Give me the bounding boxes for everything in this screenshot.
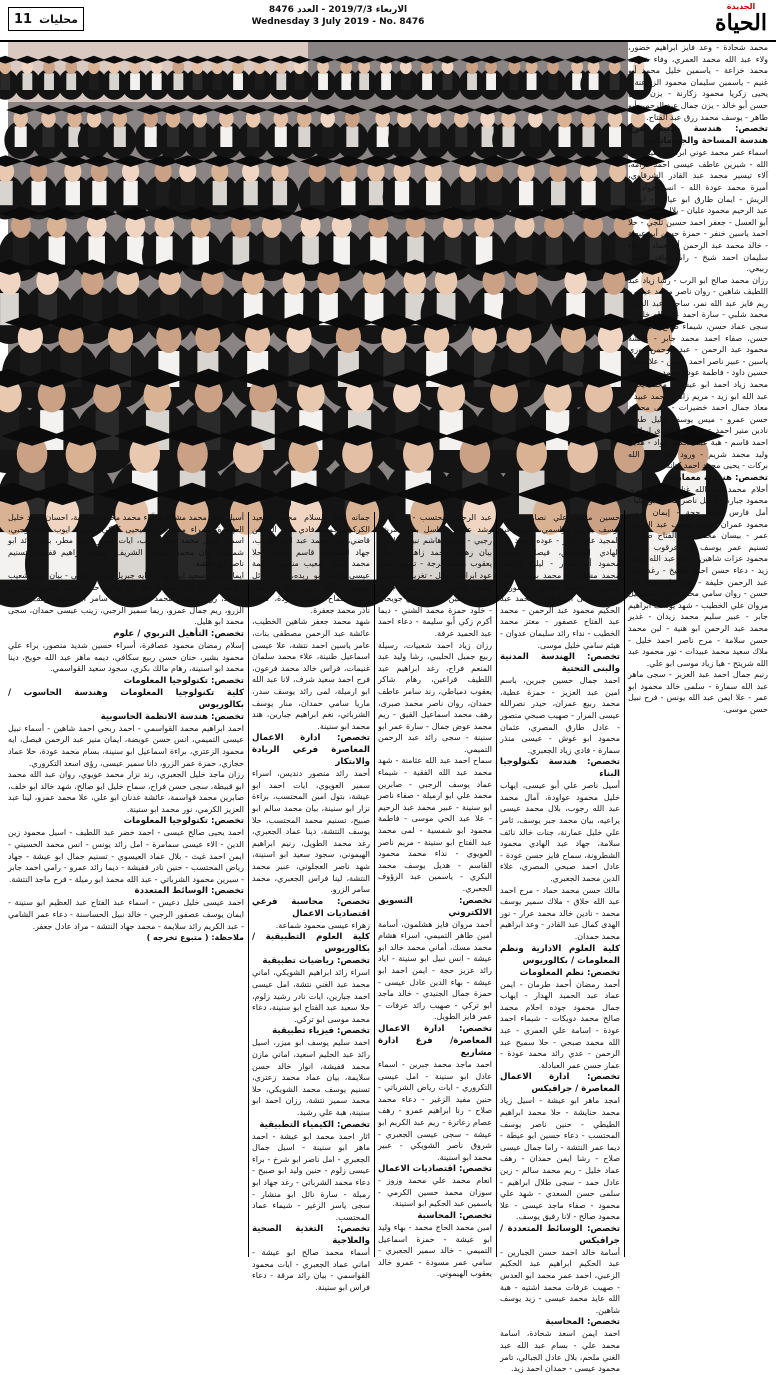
col2-heading: تخصص: نظم المعلومات xyxy=(519,967,620,978)
col4-paragraph: أسماء محمد صالح ابو عيشة - اماني عماد الجعبري - ايات محمود القواسمي - بيان رائد مرقة - دعاء فراس ابو سنينة. xyxy=(252,1248,370,1293)
col2-paragraph: مالك حسن محمد حماد - مرح احمد عبد الله حلاق - ملاك سمير يوسف محمد - نادين خالد محمد عرار - نور الهدى كمال عبد القادر - وعد ابراهيم محمد حمدان. xyxy=(500,885,620,941)
col1-paragraph: محمد شحادة - وعد فايز ابراهيم خضور، ولاء عبد الله محمد العمري، وفاء شريف محمد خزاعة - ياسمين خليل محمد أبو غنيم - ياسمين سليمان محمود الزراعنة - يحيى زكريا محمود زكارنة - يزن عادل حسن أبو خالد - يزن جمال عبد الرحمن أبو طاهر - يوسف محمد رزق عبد الفتاح. xyxy=(628,43,768,122)
col5-paragraph: ايمان ناصر سعيد ابو الهيجا - ايه جبريل محمد اقنيبي - بيان جهاد شعيب سلايمة - بيان ديب محمود طه ابو صالح، حنين خليل حسن اسماعيل مجاهد، رزان حسين محمد الالهيه، رغد سامر ابو سنينة، رهف فراس الزرو، ريم جمال عمرو، ريما سمير الرجبي، زينب عيسى حمدان، سجى محمد ابو هليل. xyxy=(8,570,244,627)
col3-heading: تخصص: ادارة الاعمال المعاصرة/ فرع ادارة مشاريع xyxy=(378,1023,492,1058)
col4-paragraph: شهد محمد جعفر شاهين الخطيب، عائشة عبد الرحمن مصطفى بنات، عامر ياسين احمد نتشة، علا عيسى اسماعيل طنينة، علاء محمد سلمان غنيمات، فراس خالد محمد فرعون، فرح احمد سعيد شرف، لانا عبد الله ابو ارميلة، لمى رائد يوسف سدر، ماريا سامي حمدان، منار يوسف الشرباتي، نغم ابراهيم جبارين، هند محمد ابو سنينة. xyxy=(252,617,370,731)
col1-heading: تخصص: هندسة مدنية فرع هندسة المساحة والجيوماتكس xyxy=(628,124,768,147)
col5-paragraph: رزان ماجد خليل الجعبري، رند نزار محمد عويوي، روان عبد الله محمد ابو قبيطة، سجى حسن فراح، سماح خليل ابو صالح، شهد خالد ابو خلف، صابرين محمد قواسمة، عائشة عدنان ابو علي، علا محمد عمرو، لينا عبد العزيز الكرمي، نور محمد ابو سنينة. xyxy=(8,770,244,814)
col5-heading: تخصص: الوسائط المتعددة xyxy=(134,886,244,897)
column-2 xyxy=(500,512,620,1374)
dateline-english: Wednesday 3 July 2019 - No. 8476 xyxy=(251,17,425,27)
column-5 xyxy=(8,512,244,1257)
col1-paragraph: اسماء عمر محمد عوني ابراهيم خليل عطا الله - شيرين عاطف عيسى احمد كرامه، آلاء تيسير محمد عبد القادر الشرقاوي، أميرة محمد عودة الله - انس جواد أبو الريش - ايمان طارق ابو عياش - ايهاب عبد الرحيم محمود عليان - بلال محمد خالد أبو العسل - جعفر احمد حسين ثلجي - حلا احمد ياسين خنفر - حمزة حسن أبو عيطة - خالد محمد عبد الرحمن أبو حماد - دعاء سليمان احمد شيخ - رامي نافذ حسين ربيعي. xyxy=(628,148,768,274)
col4-heading: تخصص: ادارة الاعمال المعاصرة فرعي الريادة والابتكار xyxy=(252,733,370,768)
col2-paragraph: أحمد رمضان أحمد طرمان - ايمن عماد عبد الحميد الهدار - ايهاب جمال محمود جوده احلام محمد صالح محمد دويكات - شيماء احمد عودة - اسامة علي العمري - عبد الله محمد صبحي - حلا سميح عبد الرحمن - عدي رائد محمد عودة - عمار حسن عمر العبادلة. xyxy=(500,979,620,1070)
col3-paragraph: انعام محمد علي محمد وزوز - سوزان محمد حسين الكرمي - ياسمين عبد الحكيم ابو اسنينة. xyxy=(378,1176,492,1209)
col2-heading: تخصص: الهندسة المدنية والبنى التحتية xyxy=(500,652,620,675)
col4-heading: تخصص: التغذية الصحية والعلاجية xyxy=(252,1224,370,1247)
col4-paragraph: زهراء عيسى محمود شماعة. xyxy=(275,920,370,930)
col5-heading: تخصص: هندسة الانظمة الحاسوبية xyxy=(100,711,244,722)
col1-paragraph: رزان محمد صالح ابو الرب - رشا زياد عبد اللطيف شاهين - روان ناصر محمد عيسى، ريم فايز عبد الله نمر، ساجدة عبد الناصر محمد شلبي - سارة احمد عبد الله خليل - سجى عماد حسن، شيماء صالح محمد ابو حسن، صفاء احمد محمد جابر - عائشة محمود عبد الرحمن - عبد الرحمن فوزي ياسين - عبير ناصر احمد ياسين - علا محمد حسين داود - فاطمة عودة محمد جبارين. xyxy=(628,275,768,378)
col2-heading: تخصص: الوسائط المتعددة / جرافيكس xyxy=(500,1223,620,1246)
col2-paragraph: احمد ايمن اسعد شحادة، اسامة محمد علي - بسام عبد الله عبد الغني ملحم، بلال عادل الجبالي، تامر محمود عيسى - حمدان احمد زيد. xyxy=(500,1329,620,1374)
dateline-arabic: الاربعاء 2019/7/3 - العدد 8476 xyxy=(268,5,408,15)
col5-paragraph: احمد عيسى خليل دعيس - اسماء عبد الفتاح عبد العظيم ابو سنينة - ايمان يوسف عصفور الرجبي - خالد نبيل الحساسنة - دعاء عمر الشامي - عبد الكريم رائد سلايمة - محمد جهاد النتشة - مراد عادل جعفر. xyxy=(8,898,244,931)
col4-paragraph: جمانه عبد السلام محمد اسعيد الكركي، جمانه فادي عبد الرحمن قاضي، جنه محمد عبد الله الغريب، جهاد اسماعيل قاسم بخاري، حلا محمد شاكر شعيب منصور، رحمة عيسى احمد ابو ريده، رزان نائل عيسى عرقة، رنين ايهاب رشاد زغير، سماح رشيد عواودة، ميس نادر محمد جعفرة. xyxy=(252,513,370,615)
dateline xyxy=(88,4,588,28)
column-divider xyxy=(624,510,625,1257)
col5-paragraph: احمد ابراهيم محمد القواسمي - احمد ربحي احمد شاهين - أسماء نبيل عيسى التميمي، انس حسن عويضة، ايمان منير عبد الرحمن فيصل، ايه محمود الزعتري، براءة اسماعيل ابو سنينة، بسام محمد عودة، حلا عماد حجازي، حمزة عمر الزرو، دانا سمير عيسى، رؤى اسعد التكروري. xyxy=(8,723,244,768)
masthead-logo: الحياة xyxy=(715,10,767,36)
col2-paragraph: حسين محمد علي نصار - عمر يوسف يونس فواسمي، عمرو عبد المجيد عامر جابر - عوده محمد عبد الهادي المحاريق، فيصل شحادة محمود أبو شرار - ليلى ابراهيم محمد مشاعلة - محمد بدر سليمان جبارين - محمد عاشور عاشور - محمد عيسى ابو صلاح - محمد عبد الحكيم محمود عبد الرحمن - محمد عبد الفتاح عصفور - معتز محمد الخطيب - نداء رائد سليمان عدوان - هيثم سامي خليل موسى. xyxy=(500,513,620,650)
col4-paragraph: أحمد رائد منصور دنديس، اسراء سمير العويوي، ايات احمد ابو عيشة، بتول امين المحتسب، براءة نزار ابو سنينة، بيان محمد سالم ابو صبيح، تسنيم محمد المحتسب، حلا يوسف النتشة، دينا عماد الجعبري، رغد محمد الطويل، رنيم ابراهيم الهيموني، سجود سعيد ابو اسنينة، شهد ناصر العجلوني، عبير محمد النتشة، لينا فراس الجعبري، محمد سامر الزرو. xyxy=(252,769,370,895)
col2-paragraph: احمد جمال حسين جبرين، باسم امين عبد العزيز - حمزة عطية، محمد ربيع عمران، حيدر نصرالله عيسى المرار - صهيب صبحي منصور - عادل طارق المصري، عثمان محمود ابو غوش - عيسى منذر سمارة - فادي زياد الجعبري. xyxy=(500,676,620,755)
col5-heading: تخصص: التأهيل التربوي / علوم xyxy=(113,628,244,639)
section-name: محليات xyxy=(39,12,78,26)
col2-heading: تخصص: هندسة تكنولوجيا البناء xyxy=(500,757,620,780)
col3-paragraph: احمد ماجد محمد جبرين - اسماء عادل ابو سنينة - امل عيسى التكروري - ايات رياض الشرباتي - حنين مفيد الزغير - دعاء محمد صلاح - رنا ابراهيم عمرو - رهف عصام زعاترة - ريم عبد الكريم ابو عيشة - سجى عيسى الجعبري - شروق ناصر الشويكي - عبير محمد ابو اسنينة. xyxy=(378,1059,492,1162)
col2-paragraph: امجد ماهر ابو عيشة - اسيل زياد محمد حنايشة - حلا محمد ابراهيم الطيطي - حنين ناصر يوسف المحتسب - دعاء حسين ابو عيطة - ديما عمر النتشة - راما جمال عيسى صلاح - رشا ايمن حمدان - رهف عماد خليل - ريم محمد سالم - زين عادل حمد - سجى طلال ابراهيم - سلمى حسن السعدي - شهد علي محمود - صفاء ماجد عيسى - علا محمود صالح - لانا رفيق يوسف. xyxy=(500,1096,620,1222)
graduates-crowd-image xyxy=(8,42,628,507)
col1-paragraph: رنيم جمال احمد عبد العزيز - سجى ماهر عبد الله سمارة - سلمى خالد محمود ابو عمر - علا ايمن عبد الله يونس - فرح نبيل حسن موسى. xyxy=(628,670,768,715)
col4-heading: تخصص: فيزياء تطبيقية xyxy=(272,1026,370,1037)
col3-heading: تخصص: اقتصاديات الاعمال xyxy=(378,1164,492,1175)
section-box xyxy=(8,7,84,31)
col4-paragraph: احمد سليم يوسف ابو ميزر، اسيل رائد عبد الحليم اسعيد، اماني مازن محمد قفيشة، انوار خالد حسن سلايمة، بيان عماد محمد زعتري، تسنيم يوسف محمد الشويكي، حلا محمد سمير نتشة، رزان احمد ابو سنينة، هبة علي رشيد. xyxy=(252,1038,370,1117)
column-divider xyxy=(496,512,497,1257)
graduation-photo xyxy=(8,42,628,507)
col4-heading: تخصص: الكيمياء التطبيقية xyxy=(259,1119,370,1130)
column-divider xyxy=(374,512,375,1257)
column-4 xyxy=(252,512,370,1293)
col5-heading: كلية تكنولوجيا المعلومات وهندسة الحاسوب / بكالوريوس xyxy=(8,687,244,710)
col5-paragraph: احمد يحيى صالح عيسى - احمد خضر عبد اللطيف - اسيل محمود زين الدين - الاء عيسى سمامرة - امل رائد يونس - انس محمد الحسيني - ايمن احمد غيث - بلال عماد العيسوي - تسنيم جمال ابو عيشة - جهاد رياض المحتسب - حنين نادر قفيشة - ديما رائد عمرو - رامي احمد جابر - سيرين محمود الشرباتي - عبد الله محمد ابو رميلة - فرح ماجد النتشة. xyxy=(8,828,244,884)
col1-heading: تخصص: هندسة معمارية xyxy=(668,472,768,483)
col2-paragraph: أسامة خالد احمد حسن الجبارين - عبد الحكيم ابراهيم عبد الحكيم الزعبي، احمد عمر محمد ابو العدس - صهيب عرفات محمد اشتيه - هبة الله عايد محمد عيسى - زيد يوسف شاهين. xyxy=(500,1247,620,1315)
column-3 xyxy=(378,512,492,1279)
col5-heading: تخصص: تكنولوجيا المعلومات xyxy=(123,675,244,686)
page-number: 11 xyxy=(14,11,33,27)
col4-heading: تخصص: محاسبة فرعي اقتصاديات الاعمال xyxy=(252,896,370,919)
column-1 xyxy=(628,42,768,1257)
col5-paragraph: أسيل وائل محمد مشاهرة، آلاء محمد محمود مراعبة، احسان احمد خليل العواودة، اسراء محمد حازم يحيى كركي، اسراء ايوب حامد رجبي، اسماء نضال محمد جمال ايوب، ايات سمير احمد مطر، بتول رائد ابو شمسية، بيان محمد سلطان الشريف، بيسان ابراهيم قفيشة، تسنيم ناصر ابو عيشة. xyxy=(8,513,244,569)
col5-paragraph: إسلام رمضان محمود عصافرة، أسراء حسين شديد منصور، براء علي محمود بشير، حنان حسن ربيع سكافي، ديمه ماهر عبد الله حويح، دينا محمد ابو اسنينة، رهام مالك بكري، سجود سعيد القواسمي. xyxy=(8,640,244,674)
col3-heading: تخصص: المحاسبة xyxy=(417,1211,492,1222)
col5-note: ملاحظة: ( متبوع تخرجه ) xyxy=(146,933,244,943)
newspaper-masthead xyxy=(712,2,770,36)
col2-heading: كلية العلوم الادارية ونظم المعلومات / بكالوريوس xyxy=(500,943,620,966)
col5-heading: تخصص: تكنولوجيا المعلومات xyxy=(123,816,244,827)
masthead-sub: الجديدة xyxy=(726,2,756,11)
col2-heading: تخصص: ادارة الاعمال المعاصرة / جرافيكس xyxy=(500,1072,620,1095)
col4-paragraph: اثار احمد محمد ابو عيشة - احمد ماهر ابو سنينة - اسيل جمال الجعبري - امل ناصر ابو شرخ - براء عيسى زلوم - حنين وليد ابو صبيح - دعاء محمد الشرباتي - رغد جهاد ابو رميلة - سارة نائل ابو منشار - سجى ياسر الزغير - شيماء عماد المحتسب. xyxy=(252,1131,370,1222)
col1-paragraph: محمد زياد احمد ابو عيشة - محمد يحيى عبد الله ابو زيد - مريم زاهي محمد عبيد - معاذ جمال احمد خضيرات - منى محمود حسن عمرو - ميس يوسف خليل طه - نادين منير احمد عودة - نور الهدى ابراهيم احمد قاسم - هبة عبد الحكيم عواد - هديل وليد محمد شريم - ورود علي عبد الله بركات - يحيى محمد احمد كتانة. xyxy=(628,380,768,471)
col4-heading: تخصص: رياضيات تطبيقية xyxy=(262,956,370,967)
col1-paragraph: أحلام محمد عبد الله غنام - آلاء صبري محمود جبارة - أسيل ناصر محمد ابو عليا - أمل فارس أحمد حجة - إيمان سمير محمود عمران - بتول يوسف عبد الرحمن عمر - بيسان محمد عبد الفتاح صلاح - تسنيم عمر يوسف ابو عرقوب - حلا محمود عزات شاهين - دانة عبد الله محمد زيد - دعاء حسن احمد الشيخ - رغد عماد عبد الرحمن خليفة - رهف نادر عطا الله حسن - روان سامي محمد داود - سلسبيل مروان علي الخطيب - شهد يوسف ابراهيم جابر - عبير سليم محمد زيدان - غدير محمد عبد الرحمن ابو هنية - لين محمد حسن سلامة - مرح ناصر احمد خليل - ملاك سعيد محمد عبيدات - نور محمود عبد الله شريتح - هيا زياد موسى ابو علي. xyxy=(628,484,768,668)
col4-heading: كلية العلوم التطبيقية / بكالوريوس xyxy=(252,932,370,955)
col3-heading: تخصص: التسويق الالكتروني xyxy=(378,895,492,918)
col2-heading: تخصص: المحاسبة xyxy=(545,1317,620,1328)
page-header xyxy=(0,0,776,42)
col3-paragraph: سماح احمد عبد الله عثامنة - شهد محمد عبد الله الفقية - شيماء عماد يوسف الرجبي - صابرين محمد علي ابو ارميلة - صفاء ناصر ابو سنينة - عبير محمد عبد الرحيم - علا عبد الحي موسى - فاطمة محمود ابو شمسية - لمى محمد عبد الفتاح ابو سنينة - مريم ناصر العويوي - نداء محمد محمود القاسم - هديل يوسف محمد البكري - ياسمين عبد الرؤوف الجعبري. xyxy=(378,756,492,893)
col3-paragraph: رزان زياد احمد شعبيات، رسيلة ربيع جميل الحليبي، رشا وليد عبد المنعم فراح، رغد ابراهيم عبد اللطيف قراعين، رهام شاكر يعقوب دمياطي، رند سامر عاطف حمدان، روان ناصر محمد صبرى، رهف محمد اسماعيل القيق - ريم محمد عوض جمال - سارة عمر ابو سنينة - سجى رائد عبد الرحمن التميمي. xyxy=(378,640,492,754)
col3-paragraph: عبد الرحمن محتسب - ايه كامل رشد عرفه - باسل بشار مرشد رجبي - بشائر هاشم نبيل شاهين، بيان زهدي محمد زاهدة - بيان يعقوب محمد قرجة - تسنيم امين عود ابراهيم نوفل - تغريد اسماعيل محمد عاشور - جنان حسن جميل جعبري، حنين ناجي حمدي جويحان - خلود حمزة محمد الشني - ديما أكرم زكي أبو سليمة - دعاء احمد عبد الحميد عرفة. xyxy=(378,513,492,638)
col3-paragraph: أحمد مروان فايز هشلمون، أسامة امين طاهر التميمي، اسراء هشام محمد مسك، أماني محمد خالد ابو عيشة - انس نبيل ابو سنينة - اياد رائد عزيز حجة - ايمن احمد ابو عيشة - بهاء الدين عادل عيسى - حمزة جمال الجنيدي - خالد ماجد ابو تركي - صهيب رائد عرفات - عمر فايز الطويل. xyxy=(378,919,492,1022)
col2-paragraph: أسيل ناصر علي أبو عيسى، ايهاب خليل محمود عواودة، آمال محمد عبد الله رجوب، بلال محمد عيسى يراعيه، بيان محمد جبر يوسف، ثامر علي خليل عمارنة، جنات خالد نائف سلامة، جهاد عبد الهادي محمود الشطرونة، سماح فايز حسن عودة - عادل احمد صبحي المصري، علاء الدين محمد الجعبري. xyxy=(500,781,620,884)
col3-paragraph: امين محمد الحاج محمد - بهاء وليد ابو عيشة - حمزة اسماعيل التميمي - خالد سمير الجعبري - سامي عمر مسودة - عمرو خالد يعقوب الهيموني. xyxy=(378,1223,492,1279)
col4-paragraph: اسراء رائد ابراهيم الشويكي، اماني محمد عبد الغني نتشة، امل عيسى احمد جبارين، ايات نادر رشيد زلوم، حلا سعيد عبد الفتاح ابو سنينة، دعاء محمد موسى ابو تركي. xyxy=(252,968,370,1024)
column-divider xyxy=(248,512,249,1257)
